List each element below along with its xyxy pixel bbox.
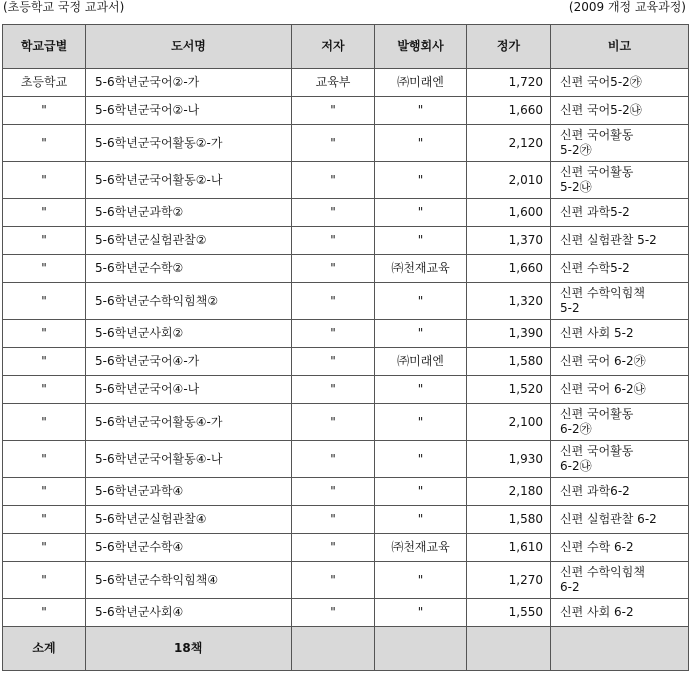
table-row [3, 125, 689, 162]
table-row [3, 255, 689, 283]
table-row [3, 69, 689, 97]
caption-right: (2009 개정 교육과정) [568, 0, 686, 14]
subtotal-row [3, 627, 689, 671]
cell-price: 1,610 [467, 534, 551, 562]
cell-author: 교육부 [292, 69, 375, 97]
cell-note: 신편 국어활동 5-2㉯ [551, 162, 689, 199]
cell-author: " [292, 320, 375, 348]
cell-title: 5-6학년군국어활동②-나 [86, 162, 292, 199]
cell-publisher: " [375, 320, 467, 348]
cell-title: 5-6학년군국어활동④-나 [86, 441, 292, 478]
cell-note: 신편 국어5-2㉮ [551, 69, 689, 97]
cell-note: 신편 국어활동 6-2㉮ [551, 404, 689, 441]
cell-price: 2,120 [467, 125, 551, 162]
table-row [3, 283, 689, 320]
cell-publisher: " [375, 125, 467, 162]
cell-publisher: " [375, 506, 467, 534]
cell-title: 5-6학년군과학② [86, 199, 292, 227]
table-row [3, 562, 689, 599]
cell-publisher: " [375, 97, 467, 125]
cell-publisher: " [375, 441, 467, 478]
header-publisher: 발행회사 [375, 25, 467, 69]
cell-note: 신편 수학익힘책 5-2 [551, 283, 689, 320]
cell-title: 5-6학년군국어④-가 [86, 348, 292, 376]
cell-title: 5-6학년군국어④-나 [86, 376, 292, 404]
cell-level: " [3, 478, 86, 506]
header-note: 비고 [551, 25, 689, 69]
header-row [3, 25, 689, 69]
cell-publisher: " [375, 199, 467, 227]
subtotal-empty-author [292, 627, 375, 671]
cell-note: 신편 수학익힘책 6-2 [551, 562, 689, 599]
cell-level: " [3, 506, 86, 534]
cell-price: 1,660 [467, 97, 551, 125]
subtotal-empty-note [551, 627, 689, 671]
cell-level: " [3, 599, 86, 627]
caption-left: (초등학교 국정 교과서) [3, 0, 125, 14]
cell-publisher: " [375, 227, 467, 255]
cell-author: " [292, 199, 375, 227]
table-row [3, 506, 689, 534]
cell-author: " [292, 162, 375, 199]
cell-level: " [3, 199, 86, 227]
cell-publisher: " [375, 404, 467, 441]
cell-note: 신편 국어5-2㉯ [551, 97, 689, 125]
table-row [3, 348, 689, 376]
table-row [3, 478, 689, 506]
cell-author: " [292, 97, 375, 125]
cell-level: " [3, 255, 86, 283]
cell-note: 신편 과학5-2 [551, 199, 689, 227]
cell-level: " [3, 534, 86, 562]
cell-author: " [292, 534, 375, 562]
table-row [3, 320, 689, 348]
cell-note: 신편 과학6-2 [551, 478, 689, 506]
cell-price: 1,370 [467, 227, 551, 255]
header-level: 학교급별 [3, 25, 86, 69]
cell-price: 1,600 [467, 199, 551, 227]
cell-publisher: " [375, 599, 467, 627]
textbook-price-table [2, 24, 689, 671]
cell-publisher: " [375, 562, 467, 599]
table-row [3, 404, 689, 441]
cell-title: 5-6학년군국어②-나 [86, 97, 292, 125]
cell-note: 신편 실험관찰 6-2 [551, 506, 689, 534]
cell-note: 신편 국어 6-2㉯ [551, 376, 689, 404]
table-row [3, 199, 689, 227]
cell-title: 5-6학년군사회④ [86, 599, 292, 627]
subtotal-empty-price [467, 627, 551, 671]
cell-author: " [292, 227, 375, 255]
cell-title: 5-6학년군수학② [86, 255, 292, 283]
cell-title: 5-6학년군국어활동②-가 [86, 125, 292, 162]
header-price: 정가 [467, 25, 551, 69]
cell-title: 5-6학년군국어활동④-가 [86, 404, 292, 441]
cell-title: 5-6학년군수학④ [86, 534, 292, 562]
cell-author: " [292, 506, 375, 534]
cell-publisher: " [375, 478, 467, 506]
cell-note: 신편 수학5-2 [551, 255, 689, 283]
cell-title: 5-6학년군실험관찰② [86, 227, 292, 255]
cell-price: 1,320 [467, 283, 551, 320]
table-body [3, 69, 689, 627]
table-row [3, 534, 689, 562]
cell-publisher: ㈜천재교육 [375, 255, 467, 283]
cell-publisher: ㈜미래엔 [375, 69, 467, 97]
cell-title: 5-6학년군사회② [86, 320, 292, 348]
cell-level: 초등학교 [3, 69, 86, 97]
cell-title: 5-6학년군수학익힘책④ [86, 562, 292, 599]
cell-publisher: ㈜천재교육 [375, 534, 467, 562]
table-row [3, 599, 689, 627]
table-row [3, 227, 689, 255]
header-title: 도서명 [86, 25, 292, 69]
cell-author: " [292, 404, 375, 441]
cell-note: 신편 국어활동 6-2㉯ [551, 441, 689, 478]
cell-level: " [3, 404, 86, 441]
cell-level: " [3, 162, 86, 199]
table-header [3, 25, 689, 69]
table-caption [0, 0, 690, 22]
cell-author: " [292, 599, 375, 627]
cell-publisher: " [375, 283, 467, 320]
cell-level: " [3, 376, 86, 404]
table-row [3, 97, 689, 125]
cell-price: 1,390 [467, 320, 551, 348]
cell-author: " [292, 255, 375, 283]
table-row [3, 441, 689, 478]
cell-title: 5-6학년군국어②-가 [86, 69, 292, 97]
table-row [3, 162, 689, 199]
cell-author: " [292, 125, 375, 162]
cell-author: " [292, 478, 375, 506]
cell-note: 신편 국어 6-2㉮ [551, 348, 689, 376]
cell-level: " [3, 441, 86, 478]
cell-price: 1,930 [467, 441, 551, 478]
cell-publisher: " [375, 376, 467, 404]
cell-author: " [292, 441, 375, 478]
subtotal-count: 18책 [86, 627, 292, 671]
cell-note: 신편 사회 6-2 [551, 599, 689, 627]
cell-title: 5-6학년군실험관찰④ [86, 506, 292, 534]
cell-level: " [3, 283, 86, 320]
cell-price: 1,270 [467, 562, 551, 599]
cell-publisher: ㈜미래엔 [375, 348, 467, 376]
cell-note: 신편 수학 6-2 [551, 534, 689, 562]
cell-level: " [3, 125, 86, 162]
cell-level: " [3, 348, 86, 376]
header-author: 저자 [292, 25, 375, 69]
cell-price: 1,520 [467, 376, 551, 404]
cell-note: 신편 사회 5-2 [551, 320, 689, 348]
subtotal-empty-publisher [375, 627, 467, 671]
cell-publisher: " [375, 162, 467, 199]
table-footer [3, 627, 689, 671]
cell-level: " [3, 562, 86, 599]
cell-level: " [3, 227, 86, 255]
cell-author: " [292, 283, 375, 320]
cell-title: 5-6학년군수학익힘책② [86, 283, 292, 320]
cell-title: 5-6학년군과학④ [86, 478, 292, 506]
cell-level: " [3, 97, 86, 125]
cell-note: 신편 국어활동 5-2㉮ [551, 125, 689, 162]
cell-price: 1,580 [467, 348, 551, 376]
cell-price: 2,180 [467, 478, 551, 506]
cell-author: " [292, 376, 375, 404]
cell-price: 1,580 [467, 506, 551, 534]
cell-level: " [3, 320, 86, 348]
cell-price: 1,550 [467, 599, 551, 627]
cell-author: " [292, 562, 375, 599]
cell-price: 1,720 [467, 69, 551, 97]
cell-author: " [292, 348, 375, 376]
cell-price: 1,660 [467, 255, 551, 283]
table-row [3, 376, 689, 404]
cell-note: 신편 실험관찰 5-2 [551, 227, 689, 255]
cell-price: 2,100 [467, 404, 551, 441]
subtotal-label: 소계 [3, 627, 86, 671]
cell-price: 2,010 [467, 162, 551, 199]
